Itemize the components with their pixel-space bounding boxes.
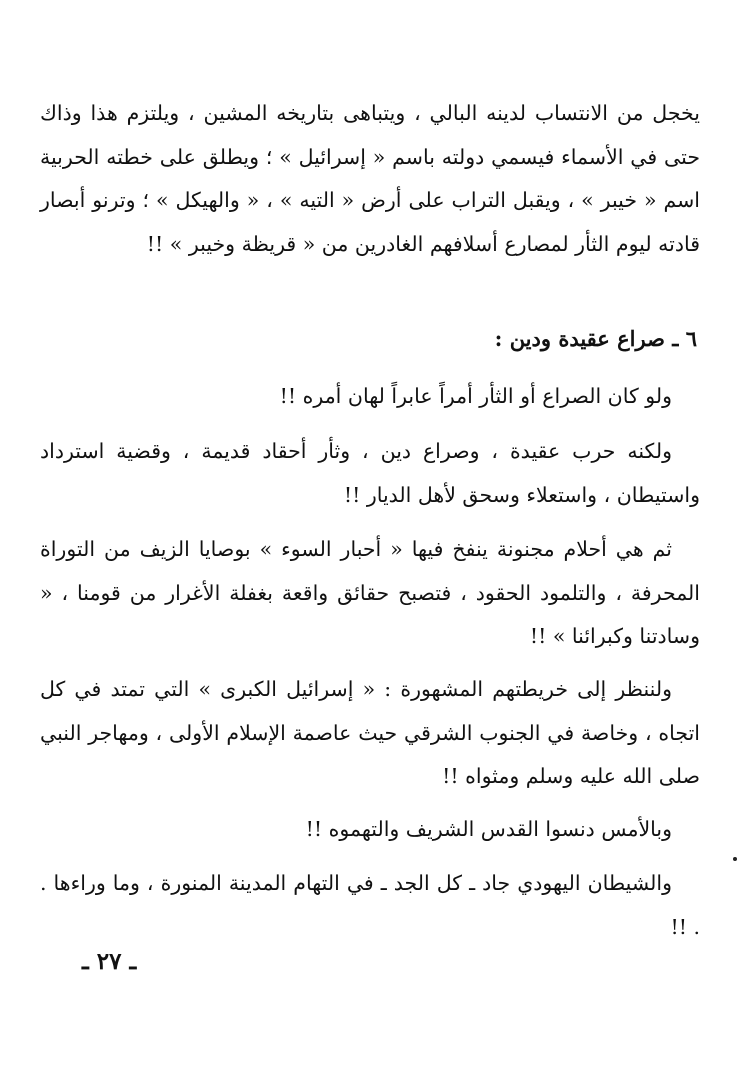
paragraph-3: ولكنه حرب عقيدة ، وصراع دين ، وثأر أحقاد قديمة ، وقضية استرداد واستيطان ، واستعلاء وسحق لأهل الديار !! [40,439,700,507]
scan-speck [733,857,737,861]
paragraph-7: والشيطان اليهودي جاد ـ كل الجد ـ في التهام المدينة المنورة ، وما وراءها . . !! [40,871,700,939]
page-number: ـ ٢٧ ـ [82,948,137,975]
section-heading: ٦ ـ صراع عقيدة ودين : [494,326,697,351]
paragraph-6: وبالأمس دنسوا القدس الشريف والتهموه !! [305,817,672,841]
paragraph-1: يخجل من الانتساب لدينه البالي ، ويتباهى بتاريخه المشين ، ويلتزم هذا وذاك حتى في الأسماء فيسمي دولته باسم « إسرائيل » ؛ ويطلق على خطته الحربية اسم « خيبر » ، ويقبل التراب على أرض « التيه » ، « والهيكل » ؛ وترنو أبصار قادته ليوم الثأر لمصارع أسلافهم الغادرين من « قريظة وخيبر » !! [40,101,700,256]
paragraph-4: ثم هي أحلام مجنونة ينفخ فيها « أحبار السوء » بوصايا الزيف من التوراة المحرفة ، والتلمود الحقود ، فتصبح حقائق واقعة بغفلة الأغرار من قومنا ، « وسادتنا وكبرائنا » !! [40,537,700,648]
paragraph-2: ولو كان الصراع أو الثأر أمراً عابراً لهان أمره !! [279,384,672,408]
paragraph-5: ولننظر إلى خريطتهم المشهورة : « إسرائيل الكبرى » التي تمتد في كل اتجاه ، وخاصة في الجنوب الشرقي حيث عاصمة الإسلام الأولى ، ومهاجر النبي صلى الله عليه وسلم ومثواه !! [40,677,700,788]
